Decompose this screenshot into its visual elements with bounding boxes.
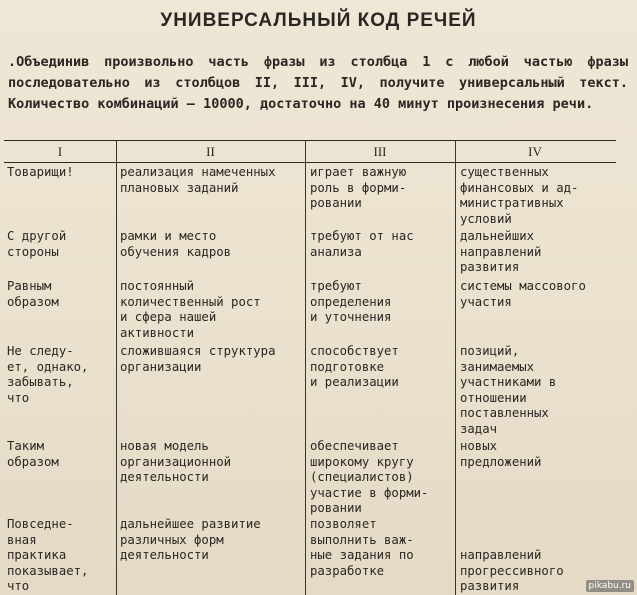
table-top-rule: [4, 140, 616, 141]
watermark: pikabu.ru: [586, 580, 634, 592]
table-cell: дальнейшее развитие различных форм деятельности: [120, 517, 261, 562]
table-cell: Товарищи!: [7, 165, 74, 179]
table-cell: Не следу- ет, однако, забывать, что: [7, 344, 89, 405]
column-header-2: II: [206, 144, 215, 159]
column-header-1: I: [57, 144, 63, 159]
table-cell: системы массового участия: [460, 279, 586, 309]
column-divider: [116, 140, 117, 595]
table-cell: требуют от нас анализа: [310, 229, 414, 259]
column-divider: [305, 140, 306, 595]
table-cell: обеспечивает широкому кругу (специалистов) участие в форми- ровании: [310, 439, 429, 515]
table-cell: дальнейших направлений развития: [460, 229, 542, 274]
table-cell: сложившаяся структура организации: [120, 344, 276, 374]
table-cell: новых предложений: [460, 439, 542, 469]
table-cell: С другой стороны: [7, 229, 67, 259]
table-cell: требуют определения и уточнения: [310, 279, 392, 324]
column-divider: [455, 140, 456, 595]
table-cell: способствует подготовке и реализации: [310, 344, 399, 389]
table-cell: Таким образом: [7, 439, 59, 469]
table-cell: направлений прогрессивного развития: [460, 548, 564, 593]
column-header-4: IV: [528, 144, 542, 159]
intro-paragraph: .Объединив произвольно часть фразы из столбца 1 с любой частью фразы последовательно из столбцов II, III, IV, получите универсальный текст. Количество комбинаций — 10000, достаточно на 40 минут произнесения речи.: [8, 54, 628, 112]
table-cell: позиций, занимаемых участниками в отношении поставленных задач: [460, 344, 557, 436]
table-cell: реализация намеченных плановых заданий: [120, 165, 276, 195]
table-cell: новая модель организационной деятельности: [120, 439, 232, 484]
column-header-3: III: [373, 144, 387, 159]
table-cell: постоянный количественный рост и сфера нашей активности: [120, 279, 261, 340]
table-header-rule: [4, 162, 616, 163]
page-title: УНИВЕРСАЛЬНЫЙ КОД РЕЧЕЙ: [160, 10, 477, 31]
table-cell: Равным образом: [7, 279, 59, 309]
table-cell: играет важную роль в форми- ровании: [310, 165, 407, 210]
table-cell: Повседне- вная практика показывает, что: [7, 517, 89, 593]
table-cell: позволяет выполнить важ- ные задания по разработке: [310, 517, 414, 578]
table-cell: рамки и место обучения кадров: [120, 229, 232, 259]
table-cell: существенных финансовых и ад- министративных условий: [460, 165, 579, 226]
